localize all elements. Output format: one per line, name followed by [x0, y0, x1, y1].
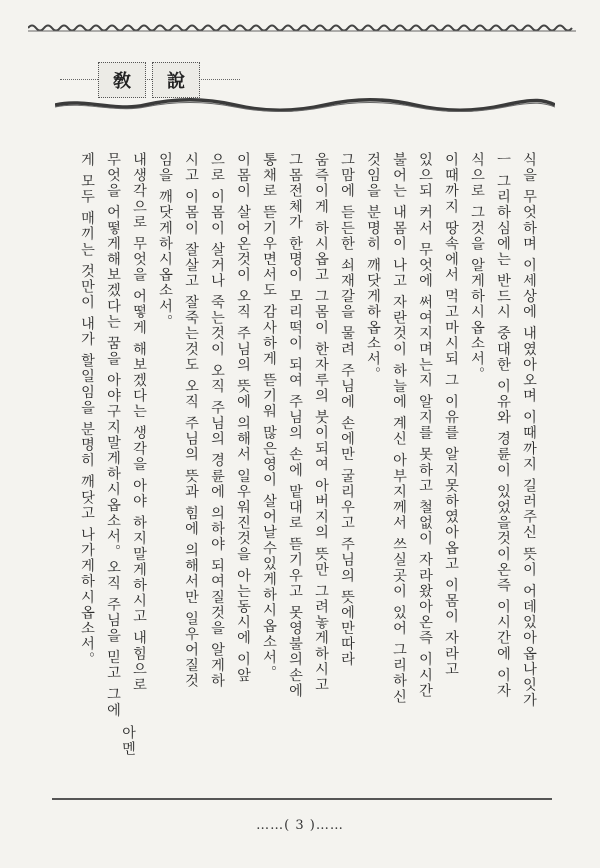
page-number-dots-right: …… — [315, 818, 344, 833]
text-column: 불어는 내몸이 나고 자란것이 하늘에 계신 아부지께서 쓰실곳이 있어 그리하신 — [391, 152, 407, 705]
text-column: 게 모두 매끼는 것만이 내가 할일임을 분명히 깨닷고 나가게하시옵소서。 — [79, 152, 95, 668]
header-box-2: 說 — [152, 62, 200, 98]
body-text — [72, 152, 542, 802]
closing-amen: 아멘 — [120, 725, 136, 757]
header-box-1: 敎 — [98, 62, 146, 98]
text-column: 이몸이 살어온것이 오직 주님의 뜻에 의해서 일우워진것을 아는동시에 이앞 — [235, 152, 251, 683]
text-column: ㅡ 그리하심에는 반드시 중대한 이유와 경륜이 있었을것이온즉 이시간에 이자 — [495, 152, 511, 699]
text-column: 내생각으로 무엇을 어떻게 해보겠다는 생각을 아야 하지말게하시고 내힘으로 — [131, 152, 147, 693]
text-column: 이때까지 땅속에서 먹고마시되 그 이유를 알지못하였아옵고 이몸이 자라고 — [443, 152, 459, 677]
top-border — [28, 22, 576, 32]
text-column: 그몸전체가 한명이 모리떡이 되여 주님의 손에 맡대로 뜯기우고 못영불의손에 — [287, 152, 303, 699]
text-column: 통채로 뜯기우면서도 감사하게 뜯기워 많은영이 살어날수있게하시옵소서。 — [261, 152, 277, 681]
page-number-value: ( 3 ) — [284, 818, 316, 833]
text-column: 으로 이몸이 살거나 죽는것이 오직 주님의 경륜에 의하야 되여질것을 알게하 — [209, 152, 225, 689]
page-number-dots-left: …… — [256, 818, 285, 833]
header-dotted-line — [60, 79, 240, 80]
bottom-rule — [52, 798, 552, 800]
text-column: 식을 무엇하며 이세상에 내였아오며 이때까지 길러주신 뜻이 어데있아옵나잇가 — [521, 152, 537, 709]
text-column: 임을 깨닷게하시옵소서。 — [157, 152, 173, 330]
text-column: 것임을 분명히 깨닷게하옵소서。 — [365, 152, 381, 383]
text-column: 그맘에 듣든한 쇠재갈을 물려 주님에 손에만 굴리우고 주님의 뜻에만따라 — [339, 152, 355, 668]
wavy-divider — [55, 96, 555, 114]
text-column: 있으되 커서 무엇에 써여지며는지 알지를 못하고 철없이 자라왔아온즉 이시간 — [417, 152, 433, 699]
text-column: 시고 이몸이 잘살고 잘죽는것도 오직 주님의 뜻과 힘에 의해서만 일우어질것 — [183, 152, 199, 689]
text-column: 무엇을 어떻게해보겠다는 꿈을 아야구지말게하시옵소서。오직 주님을 믿고 그에 — [105, 152, 121, 718]
text-column: 움즉이게 하시옵고 그몸이 한자루의 붓이되여 아버지의 뜻만 그려놓게하시고 — [313, 152, 329, 693]
text-column: 식으로 그것을 알게하시옵소서。 — [469, 152, 485, 383]
page-number — [230, 818, 370, 833]
